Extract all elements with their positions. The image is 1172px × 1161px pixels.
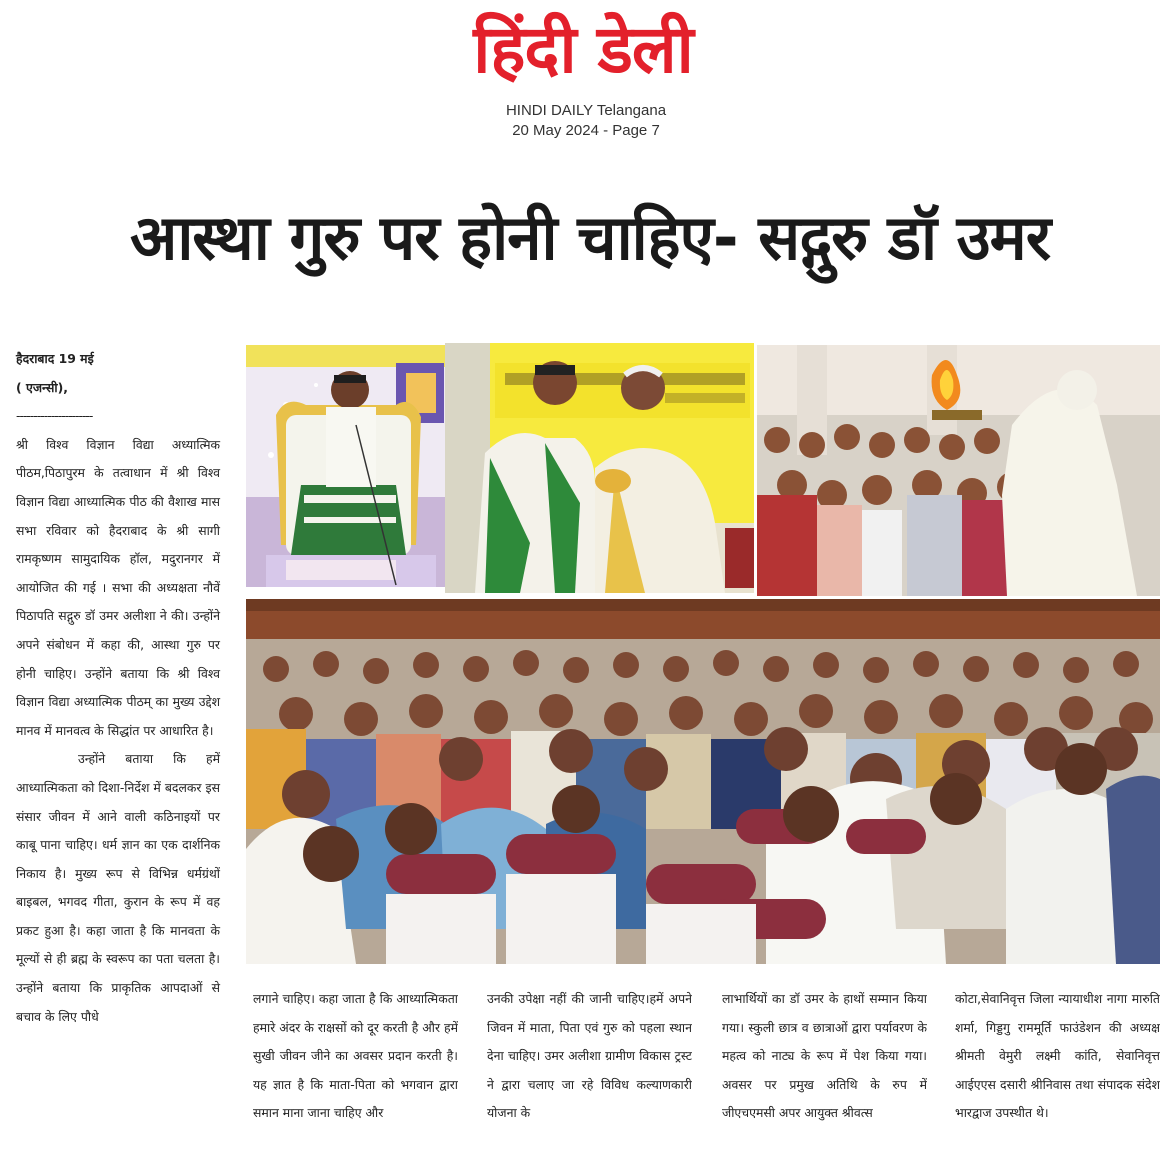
separator-rule: ---------------------- (16, 408, 93, 424)
article-column-4: लाभार्थियों का डॉ उमर के हाथों सम्मान किया गया। स्कुली छात्र व छात्राओं द्वारा पर्यावरण के महत्व को नाट्य के रूप में पेश किया गया। अवसर पर प्रमुख अतिथि के रुप में जीएचएमसी अपर आयुक्त श्रीवत्स (722, 991, 927, 1121)
edition-date: 20 May 2024 - Page 7 (512, 122, 660, 139)
newspaper-logo: हिंदी डेली (473, 11, 693, 88)
photo-felicitation (445, 343, 754, 593)
article-left-column (16, 345, 220, 1155)
article-column-5: कोटा,सेवानिवृत्त जिला न्यायाधीश नागा मारुति शर्मा, गिड्डगु राममूर्ति फाउंडेशन की अध्यक्ष श्रीमती वेमुरी लक्ष्मी कांति, सेवानिवृत्त आईएएस दसारी श्रीनिवास तथा संपादक संदेश भारद्वाज उपस्थीत थे। (955, 991, 1160, 1121)
photo-audience (246, 599, 1160, 964)
photo-aarti-ceremony (757, 345, 1160, 596)
article-column-2: लगाने चाहिए। कहा जाता है कि आध्यात्मिकता हमारे अंदर के राक्षसों को दूर करती है और हमें सुखी जीवन जीने का अवसर प्रदान करती है। यह ज्ञात है कि माता-पिता को भगवान द्वारा समान माना जाना चाहिए और (253, 991, 458, 1121)
article-headline: आस्था गुरु पर होनी चाहिए- सद्गुरु डॉ उमर (129, 201, 1051, 274)
dateline: हैदराबाद 19 मई (16, 351, 94, 366)
paper-name: HINDI DAILY Telangana (505, 102, 667, 119)
paragraph-1: श्री विश्व विज्ञान विद्या अध्यात्मिक पीठम,पिठापुरम के तत्वाधान में श्री विश्व विज्ञान विद्या आध्यात्मिक पीठ की वैशाख मास सभा रविवार को हैदराबाद के श्री सागी रामकृष्णम सामुदायिक हॉल, मदुरानगर में आयोजित की गई । सभा की अध्यक्षता नौवें पिठापति सद्गुरु डॉ उमर अलीशा ने की। उन्होंने अपने संबोधन में कहा की, आस्था गुरु पर होनी चाहिए। उन्होंने बताया कि श्री विश्व विज्ञान विद्या अध्यात्मिक पीठम् का मुख्य उद्देश मानव में मानवत्व के सिद्धांत पर आधारित है। (16, 436, 220, 738)
photo-guru-seated (246, 345, 445, 587)
masthead (0, 0, 1172, 150)
paragraph-2: उन्होंने बताया कि हमें आध्यात्मिकता को दिशा-निर्देश में बदलकर इस संसार जीवन में आने वाली कठिनाइयों पर काबू पाना चाहिए। धर्म ज्ञान का एक दार्शनिक निकाय है। मुख्य रूप से विभिन्न धर्मग्रंथों बाइबल, भगवद गीता, कुरान के रूप में वह प्रकट हुआ है। कहा जाता है कि मानवता के मूल्यों से ही ब्रह्म के स्वरूप का पता चलता है। उन्होंने बताया कि प्राकृतिक आपदाओं से बचाव के लिए पौधे (16, 751, 220, 1024)
agency-credit: ( एजन्सी), (16, 379, 68, 395)
article-column-3: उनकी उपेक्षा नहीं की जानी चाहिए।हमें अपने जिवन में माता, पिता एवं गुरु को पहला स्थान देना चाहिए। उमर अलीशा ग्रामीण विकास ट्रस्ट ने द्वारा चलाए जा रहे विविध कल्याणकारी योजना के (487, 991, 692, 1121)
